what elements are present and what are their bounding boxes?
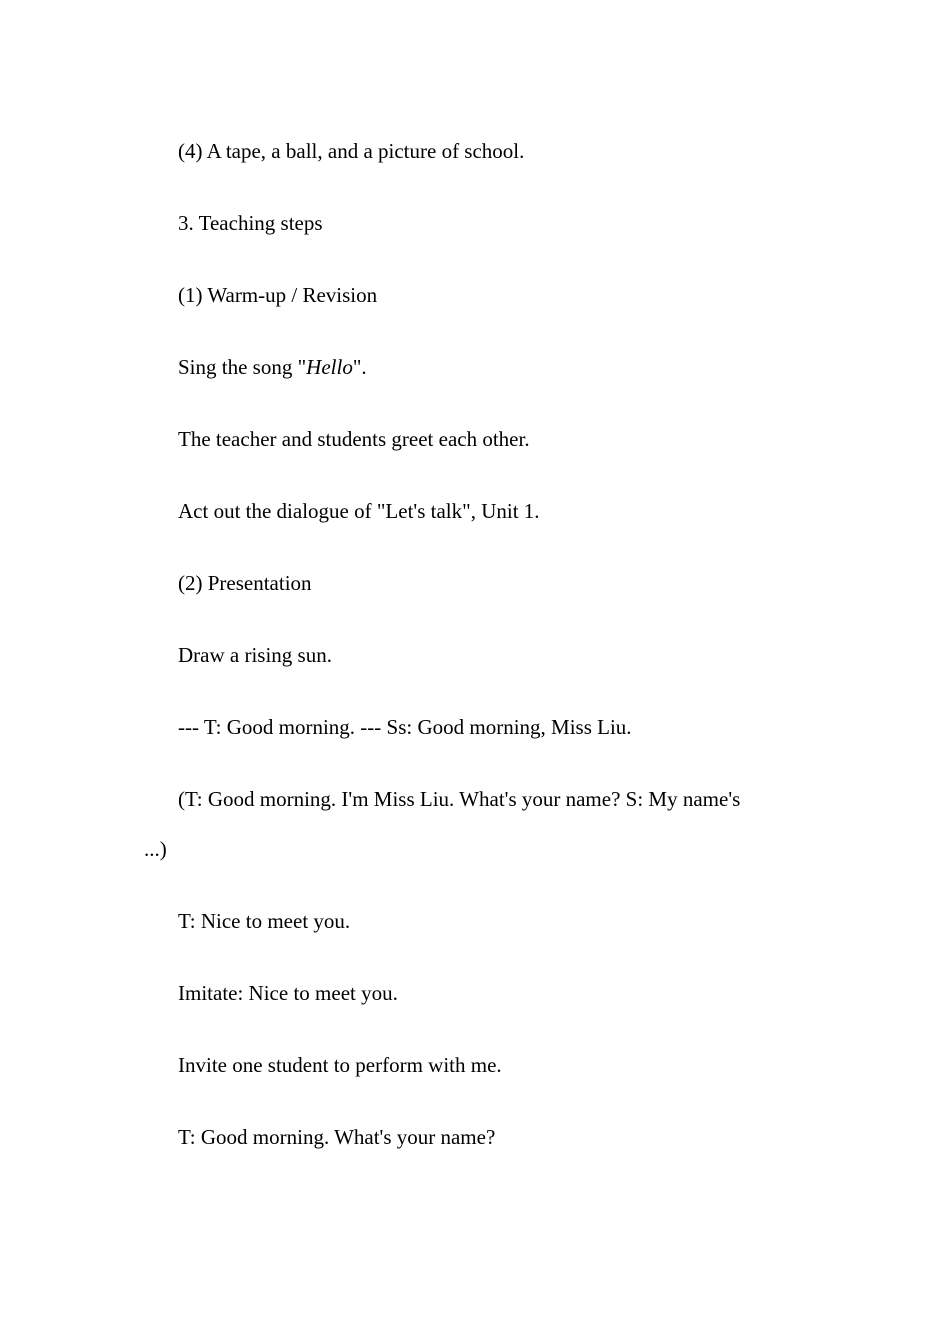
invite-student-line: Invite one student to perform with me.: [178, 1053, 502, 1077]
dialogue-name-exchange: (T: Good morning. I'm Miss Liu. What's your name? S: My name's ...): [144, 787, 741, 861]
sing-song-prefix: Sing the song ": [178, 355, 307, 379]
document-body: [144, 126, 744, 1184]
step-heading-presentation: (2) Presentation: [178, 571, 312, 595]
dialogue-good-morning: --- T: Good morning. --- Ss: Good morning, Miss Liu.: [178, 715, 632, 739]
sing-song-line: [144, 342, 744, 392]
section-heading-teaching-steps: 3. Teaching steps: [178, 211, 323, 235]
greeting-line: The teacher and students greet each other.: [178, 427, 530, 451]
act-out-line: Act out the dialogue of "Let's talk", Unit 1.: [178, 499, 540, 523]
materials-item-4: (4) A tape, a ball, and a picture of school.: [178, 139, 525, 163]
step-heading-warm-up: (1) Warm-up / Revision: [178, 283, 378, 307]
imitate-line: Imitate: Nice to meet you.: [178, 981, 398, 1005]
teacher-nice-to-meet: T: Nice to meet you.: [178, 909, 351, 933]
sing-song-suffix: ".: [352, 355, 367, 379]
teacher-question-line: T: Good morning. What's your name?: [178, 1125, 496, 1149]
song-title: Hello: [306, 355, 353, 379]
draw-sun-line: Draw a rising sun.: [178, 643, 332, 667]
